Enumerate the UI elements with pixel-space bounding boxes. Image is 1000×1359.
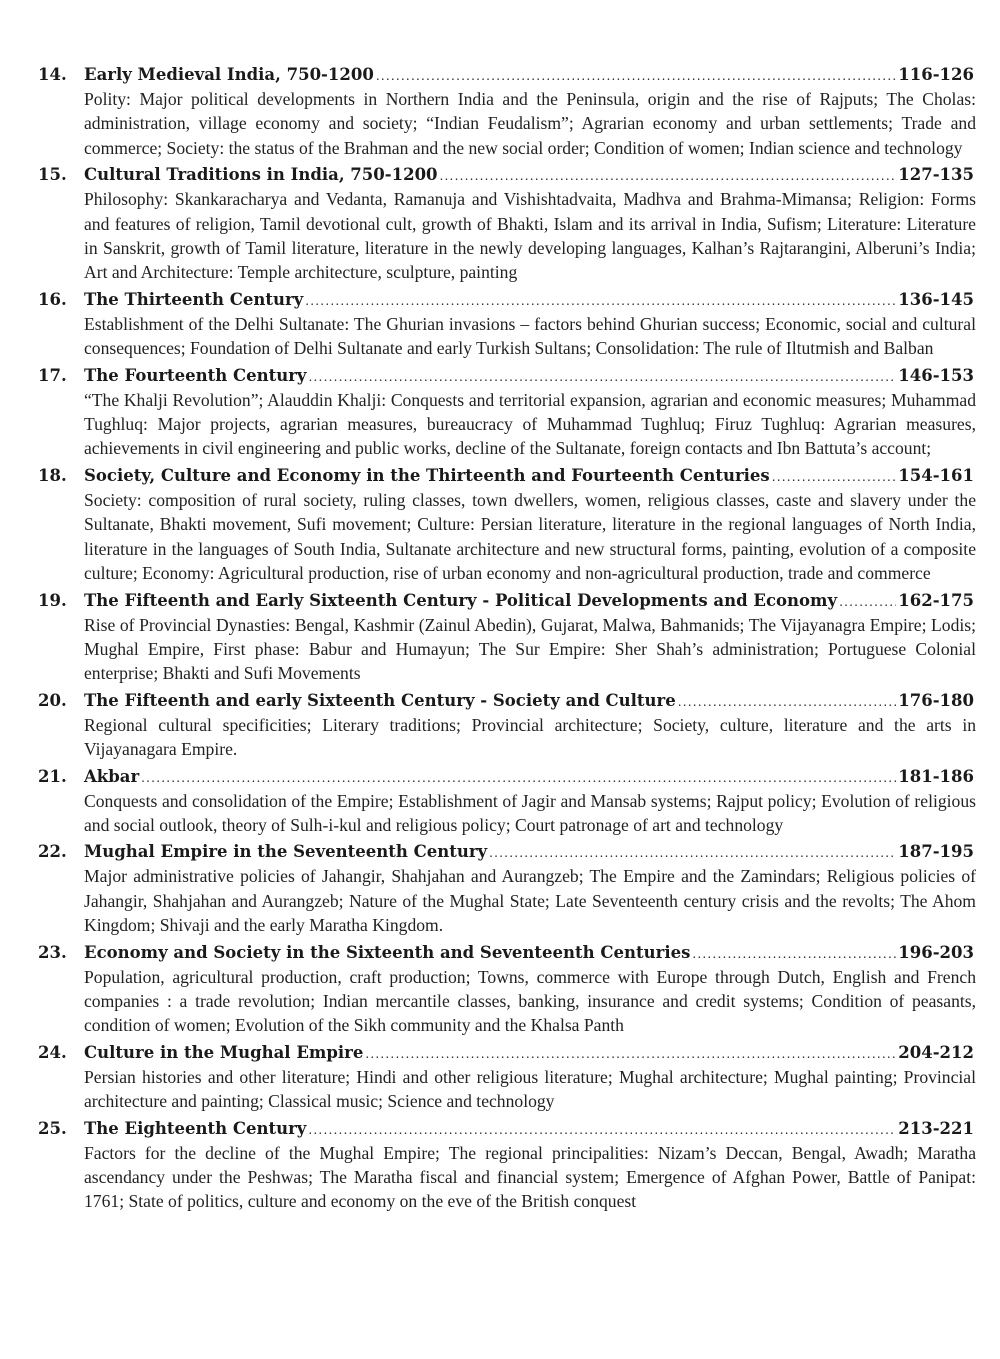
- entry-page-range: 146-153: [898, 365, 974, 385]
- entry-description: Philosophy: Skankaracharya and Vedanta, Ramanuja and Vishishtadvaita, Madhva and Brahma-Mimansa; Religion: Forms and features of religion, Tamil devotional cult, growth of Bhakti, Islam and its arrival in India, Sufism; Literature: Literature in Sanskrit, growth of Tamil literature, literature in the newly developing languages, Kalhan’s Rajtarangini, Alberuni’s India; Art and Architecture: Temple architecture, sculpture, painting: [84, 189, 976, 283]
- entry-page-range: 204-212: [898, 1042, 974, 1062]
- entry-page-range: 176-180: [898, 690, 974, 710]
- dot-leader: [305, 289, 896, 314]
- toc-entry-25: [0, 1116, 1000, 1214]
- entry-page-range: 116-126: [898, 65, 974, 84]
- entry-description: “The Khalji Revolution”; Alauddin Khalji: Conquests and territorial expansion, agrarian and economic measures; Muhammad Tughluq: Major projects, agrarian measures, bureaucracy of Muhammad Tughluq; Firuz Tughluq: Agrarian measures, achievements in civil engineering and public works, decline of the Sultanate, foreign contacts and Ibn Battuta’s account;: [84, 389, 976, 459]
- entry-page-range: 187-195: [898, 842, 974, 862]
- dot-leader: [309, 365, 897, 390]
- entry-number: 19.: [38, 590, 67, 610]
- entry-description: Regional cultural specificities; Literary traditions; Provincial architecture; Society, culture, literature and the arts in Vijayanagara Empire.: [84, 714, 976, 760]
- entry-number: 17.: [38, 365, 67, 385]
- entry-title: Cultural Traditions in India, 750-1200: [84, 165, 438, 185]
- toc-entry-heading: [0, 764, 1000, 789]
- dot-leader: [678, 690, 897, 715]
- toc-entry-heading: [0, 1040, 1000, 1065]
- toc-entry-14: [0, 62, 1000, 160]
- toc-entry-24: [0, 1040, 1000, 1114]
- entry-page-range: 162-175: [898, 590, 974, 610]
- entry-title: Mughal Empire in the Seventeenth Century: [84, 842, 488, 862]
- dot-leader: [141, 766, 896, 791]
- entry-title: The Fourteenth Century: [84, 365, 307, 385]
- table-of-contents: [0, 62, 1000, 1216]
- toc-entry-heading: [0, 363, 1000, 388]
- entry-description: Factors for the decline of the Mughal Empire; The regional principalities: Nizam’s Deccan, Bengal, Awadh; Maratha ascendancy under the Peshwas; The Maratha fiscal and financial system; Emergence of Afghan Power, Battle of Panipat: 1761; State of politics, culture and economy on the eve of the British conquest: [84, 1142, 976, 1212]
- entry-title: The Fifteenth and early Sixteenth Century - Society and Culture: [84, 690, 676, 710]
- dot-leader: [489, 841, 896, 866]
- toc-entry-21: [0, 764, 1000, 838]
- toc-entry-heading: [0, 287, 1000, 312]
- entry-number: 21.: [38, 766, 67, 786]
- entry-number: 14.: [38, 65, 67, 84]
- entry-title: The Eighteenth Century: [84, 1118, 307, 1138]
- toc-entry-18: [0, 463, 1000, 586]
- entry-description: Polity: Major political developments in Northern India and the Peninsula, origin and the rise of Rajputs; The Cholas: administration, village economy and society; “Indian Feudalism”; Agrarian economy and urban settlements; Trade and commerce; Society: the status of the Brahman and the new social order; Condition of women; Indian science and technology: [84, 89, 976, 158]
- dot-leader: [772, 465, 897, 490]
- entry-page-range: 154-161: [898, 465, 974, 485]
- dot-leader: [365, 1042, 896, 1067]
- toc-entry-heading: [0, 1116, 1000, 1141]
- entry-number: 16.: [38, 289, 67, 309]
- toc-entry-22: [0, 839, 1000, 937]
- entry-page-range: 181-186: [898, 766, 974, 786]
- toc-entry-heading: [0, 940, 1000, 965]
- toc-entry-heading: [0, 588, 1000, 613]
- entry-description: Conquests and consolidation of the Empire; Establishment of Jagir and Mansab systems; Rajput policy; Evolution of religious and social outlook, theory of Sulh-i-kul and religious policy; Court patronage of art and technology: [84, 790, 976, 835]
- dot-leader: [440, 164, 897, 189]
- entry-number: 22.: [38, 842, 67, 862]
- entry-number: 18.: [38, 465, 67, 485]
- entry-page-range: 213-221: [898, 1118, 974, 1138]
- toc-entry-15: [0, 162, 1000, 285]
- entry-number: 23.: [38, 942, 67, 962]
- entry-description: Population, agricultural production, craft production; Towns, commerce with Europe through Dutch, English and French companies : a trade revolution; Indian mercantile classes, banking, insurance and credit systems; Condition of peasants, condition of women; Evolution of the Sikh community and the Khalsa Panth: [84, 966, 976, 1036]
- entry-description: Rise of Provincial Dynasties: Bengal, Kashmir (Zainul Abedin), Gujarat, Malwa, Bahmanids; The Vijayanagra Empire; Lodis; Mughal Empire, First phase: Babur and Humayun; The Sur Empire: Sher Shah’s administration; Portuguese Colonial enterprise; Bhakti and Sufi Movements: [84, 614, 976, 684]
- toc-entry-20: [0, 688, 1000, 762]
- entry-page-range: 127-135: [898, 165, 974, 185]
- entry-page-range: 196-203: [898, 942, 974, 962]
- toc-entry-heading: [0, 162, 1000, 187]
- dot-leader: [692, 942, 896, 967]
- entry-title: Akbar: [84, 766, 140, 786]
- toc-entry-heading: [0, 62, 1000, 87]
- toc-entry-16: [0, 287, 1000, 361]
- toc-entry-19: [0, 588, 1000, 686]
- toc-entry-heading: [0, 688, 1000, 713]
- entry-description: Establishment of the Delhi Sultanate: The Ghurian invasions – factors behind Ghurian success; Economic, social and cultural consequences; Foundation of Delhi Sultanate and early Turkish Sultans; Consolidation: The rule of Iltutmish and Balban: [84, 313, 976, 359]
- toc-entry-17: [0, 363, 1000, 461]
- entry-title: The Thirteenth Century: [84, 289, 304, 309]
- toc-entry-heading: [0, 839, 1000, 864]
- entry-title: Economy and Society in the Sixteenth and Seventeenth Centuries: [84, 942, 691, 962]
- dot-leader: [308, 1118, 896, 1143]
- entry-title: Culture in the Mughal Empire: [84, 1042, 364, 1062]
- entry-title: Early Medieval India, 750-1200: [84, 65, 374, 84]
- toc-entry-23: [0, 940, 1000, 1038]
- entry-description: Society: composition of rural society, ruling classes, town dwellers, women, religious classes, caste and slavery under the Sultanate, Bhakti movement, Sufi movement; Culture: Persian literature, literature in the regional languages of North India, literature in the languages of South India, Sultanate architecture and new structural forms, painting, evolution of a composite culture; Economy: Agricultural production, rise of urban economy and non-agricultural production, trade and commerce: [84, 489, 976, 584]
- entry-number: 24.: [38, 1042, 67, 1062]
- entry-title: Society, Culture and Economy in the Thirteenth and Fourteenth Centuries: [84, 465, 770, 485]
- dot-leader: [376, 64, 896, 89]
- dot-leader: [839, 590, 896, 615]
- entry-description: Major administrative policies of Jahangir, Shahjahan and Aurangzeb; The Empire and the Zamindars; Religious policies of Jahangir, Shahjahan and Aurangzeb; Nature of the Mughal State; Late Seventeenth century crisis and the revolts; The Ahom Kingdom; Shivaji and the early Maratha Kingdom.: [84, 866, 976, 936]
- entry-page-range: 136-145: [898, 289, 974, 309]
- entry-title: The Fifteenth and Early Sixteenth Century - Political Developments and Economy: [84, 590, 838, 610]
- entry-number: 20.: [38, 690, 67, 710]
- entry-number: 15.: [38, 165, 67, 185]
- toc-entry-heading: [0, 463, 1000, 488]
- entry-number: 25.: [38, 1118, 67, 1138]
- entry-description: Persian histories and other literature; Hindi and other religious literature; Mughal architecture; Mughal painting; Provincial architecture and painting; Classical music; Science and technology: [84, 1066, 976, 1112]
